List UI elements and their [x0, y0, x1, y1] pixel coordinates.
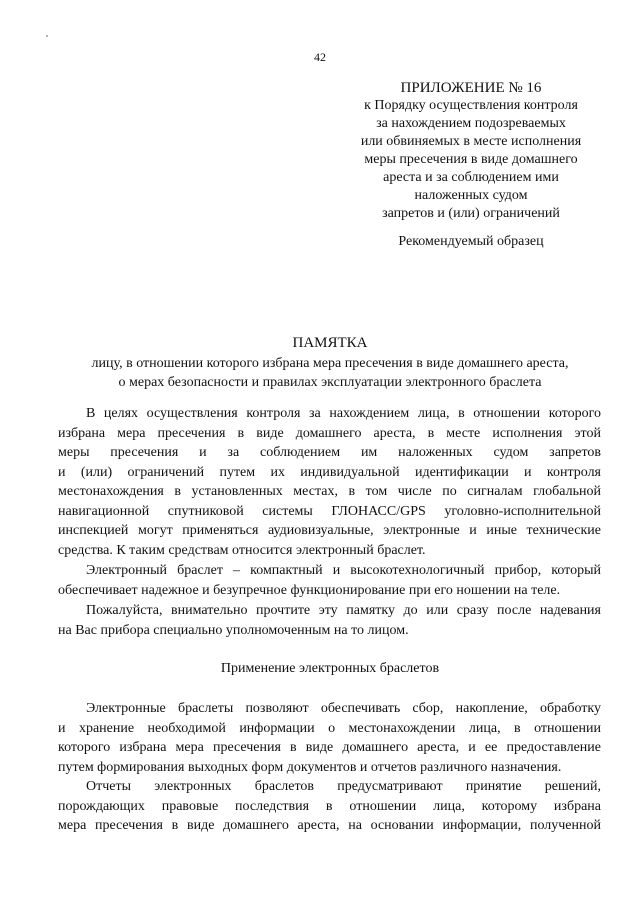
appendix-line: за нахождением подозреваемых [376, 116, 566, 131]
paragraph-line: навигационной спутниковой системы ГЛОНАСС/GPS уголовно-исполнительной [58, 503, 601, 519]
sample-note: Рекомендуемый образец [398, 234, 544, 249]
paragraph-line: инспекцией могут применяться аудиовизуальные, электронные и иные технические [58, 523, 601, 538]
paragraph-line: избрана мера пресечения в виде домашнего ареста, в месте исполнения этой [58, 425, 601, 441]
appendix-line: или обвиняемых в месте исполнения [360, 134, 582, 149]
paragraph-line: Электронные браслеты позволяют обеспечивать сбор, накопление, обработку [86, 701, 601, 716]
appendix-line: меры пресечения в виде домашнего [364, 152, 578, 167]
body-paragraph [58, 601, 601, 640]
memo-title: ПАМЯТКА [292, 335, 368, 351]
paragraph-line: В целях осуществления контроля за нахождением лица, в отношении которого [86, 406, 601, 421]
appendix-title: ПРИЛОЖЕНИЕ № 16 [400, 80, 542, 96]
appendix-block [340, 79, 602, 223]
body-paragraph [58, 561, 601, 600]
section-title: Применение электронных браслетов [220, 661, 440, 676]
paragraph-line: мера пресечения в виде домашнего ареста, на основании информации, полученной [58, 818, 601, 833]
paragraph-line: Электронный браслет – компактный и высокотехнологичный прибор, который [86, 563, 601, 578]
memo-subtitle-line: о мерах безопасности и правилах эксплуатации электронного браслета [118, 375, 542, 390]
paragraph-line: обеспечивает надежное и безупречное функционирование при его ношении на теле. [58, 582, 561, 598]
paragraph-line: Отчеты электронных браслетов предусматривают принятие решений, [86, 779, 601, 794]
paragraph-line: Пожалуйста, внимательно прочтите эту памятку до или сразу после надевания [86, 603, 601, 618]
appendix-line: наложенных судом [414, 188, 528, 203]
appendix-line: ареста и за соблюдением ими [383, 170, 559, 185]
paragraph-line: местонахождения в установленных местах, в том числе по сигналам глобальной [58, 484, 601, 499]
appendix-line: запретов и (или) ограничений [382, 206, 560, 221]
section-paragraph [58, 777, 601, 836]
paragraph-line: средства. К таким средствам относится электронный браслет. [58, 542, 426, 558]
paragraph-line: порождающих правовые последствия в отношении лица, которому избрана [58, 798, 601, 814]
appendix-line: к Порядку осуществления контроля [364, 98, 578, 113]
paragraph-line: меры пресечения и за соблюдением им наложенных судом запретов [58, 445, 601, 460]
paragraph-line: путем формирования выходных форм документов и отчетов различного назначения. [58, 759, 562, 775]
page-number: 42 [314, 50, 326, 64]
scan-speck [46, 35, 48, 37]
paragraph-line: на Вас прибора специально уполномоченным на то лицом. [58, 622, 409, 638]
paragraph-line: которого избрана мера пресечения в виде домашнего ареста, и ее предоставление [58, 740, 601, 755]
body-paragraph [58, 404, 601, 560]
section-paragraph [58, 699, 601, 777]
memo-subtitle [40, 354, 620, 392]
paragraph-line: и хранение необходимой информации о местонахождении лица, в отношении [58, 720, 601, 736]
paragraph-line: и (или) ограничений путем их индивидуальной идентификации и контроля [58, 464, 601, 480]
memo-subtitle-line: лицу, в отношении которого избрана мера пресечения в виде домашнего ареста, [91, 356, 569, 371]
